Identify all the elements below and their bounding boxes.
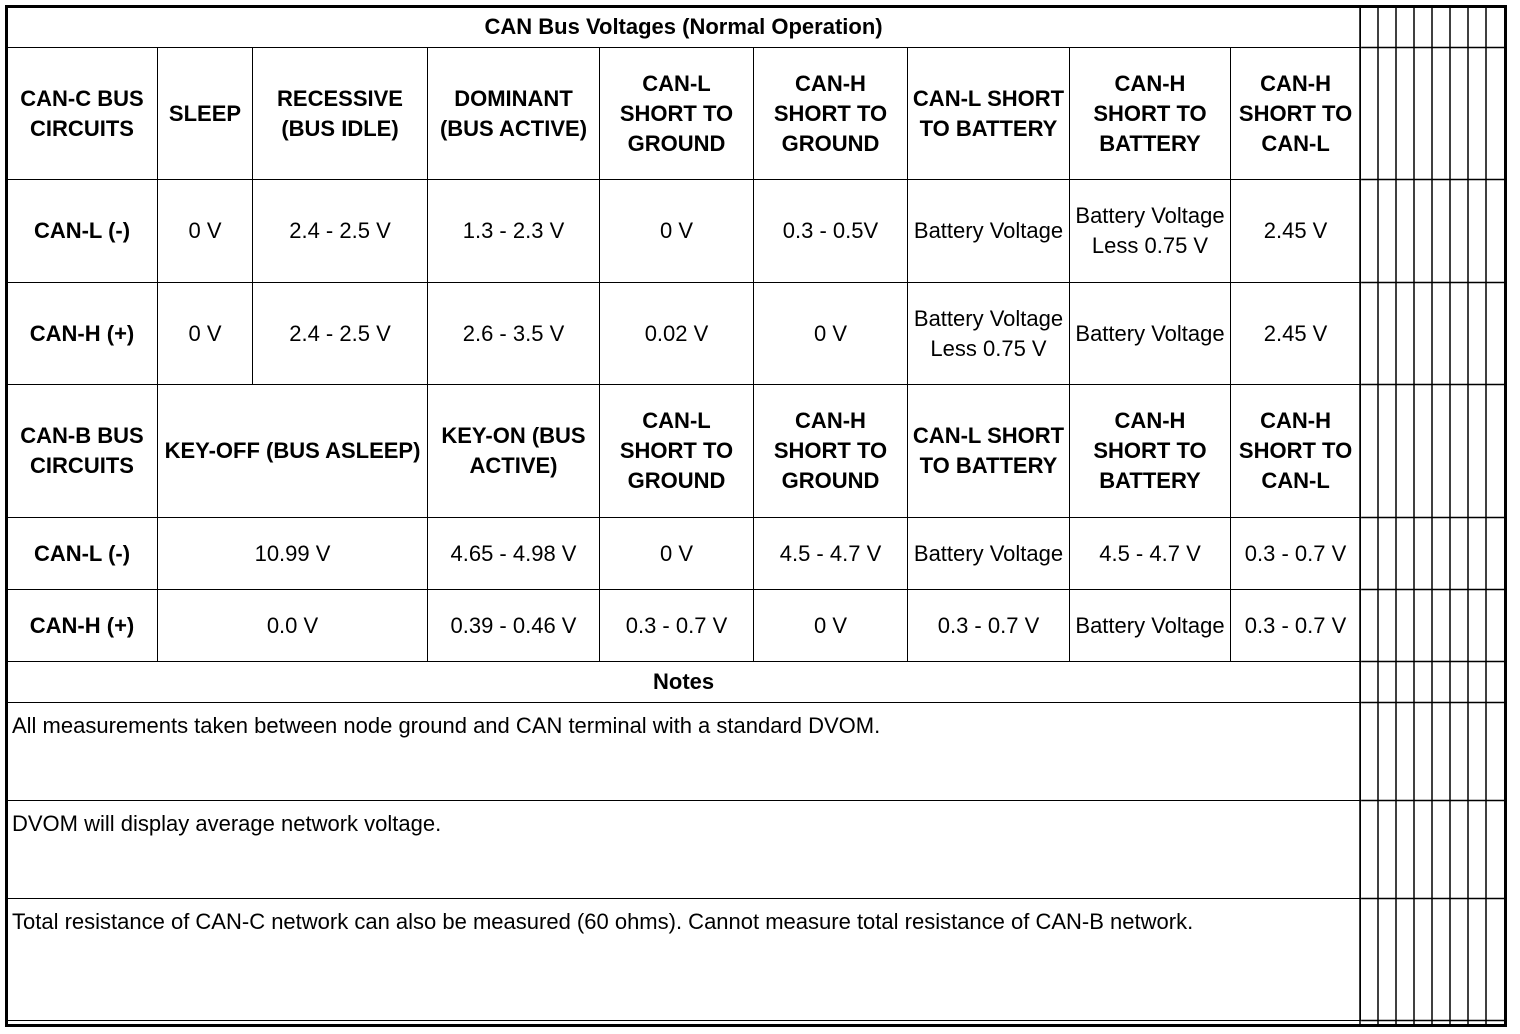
can-bus-voltage-table xyxy=(6,6,1361,1021)
can-b-header-canh-short-canl: CAN-H SHORT TO CAN-L xyxy=(1231,385,1361,518)
note-row xyxy=(7,899,1361,1021)
table-cell: 2.45 V xyxy=(1231,180,1361,283)
table-cell: 2.45 V xyxy=(1231,283,1361,385)
can-b-header-canh-short-ground: CAN-H SHORT TO GROUND xyxy=(754,385,908,518)
table-cell: 10.99 V xyxy=(158,518,428,590)
table-cell: 0 V xyxy=(158,180,253,283)
table-cell: 4.5 - 4.7 V xyxy=(754,518,908,590)
can-c-header-circuits: CAN-C BUS CIRCUITS xyxy=(7,48,158,180)
table-cell: Battery Voltage xyxy=(1070,590,1231,662)
table-row xyxy=(7,590,1361,662)
can-c-header-canh-short-battery: CAN-H SHORT TO BATTERY xyxy=(1070,48,1231,180)
row-label: CAN-H (+) xyxy=(7,590,158,662)
table-cell: Battery Voltage xyxy=(908,518,1070,590)
can-b-header-canh-short-battery: CAN-H SHORT TO BATTERY xyxy=(1070,385,1231,518)
note-text: All measurements taken between node ground and CAN terminal with a standard DVOM. xyxy=(7,703,1361,801)
table-cell: 0.39 - 0.46 V xyxy=(428,590,600,662)
table-cell: 4.65 - 4.98 V xyxy=(428,518,600,590)
table-row xyxy=(7,180,1361,283)
can-b-header-key-off: KEY-OFF (BUS ASLEEP) xyxy=(158,385,428,518)
table-cell: 0.3 - 0.7 V xyxy=(1231,590,1361,662)
can-c-header-canl-short-battery: CAN-L SHORT TO BATTERY xyxy=(908,48,1070,180)
table-cell: Battery Voltage xyxy=(908,180,1070,283)
can-c-header-canh-short-ground: CAN-H SHORT TO GROUND xyxy=(754,48,908,180)
table-cell: 0.3 - 0.7 V xyxy=(908,590,1070,662)
can-c-header-row xyxy=(7,48,1361,180)
row-label: CAN-H (+) xyxy=(7,283,158,385)
table-cell: 0.3 - 0.5V xyxy=(754,180,908,283)
table-cell: 2.4 - 2.5 V xyxy=(253,283,428,385)
notes-heading-row xyxy=(7,662,1361,703)
table-title: CAN Bus Voltages (Normal Operation) xyxy=(7,7,1361,48)
can-c-header-dominant: DOMINANT (BUS ACTIVE) xyxy=(428,48,600,180)
table-cell: 0 V xyxy=(600,180,754,283)
can-b-header-row xyxy=(7,385,1361,518)
table-cell: 0.3 - 0.7 V xyxy=(600,590,754,662)
table-cell: Battery Voltage Less 0.75 V xyxy=(908,283,1070,385)
can-c-header-sleep: SLEEP xyxy=(158,48,253,180)
table-row xyxy=(7,283,1361,385)
table-cell: 0.02 V xyxy=(600,283,754,385)
table-cell: 1.3 - 2.3 V xyxy=(428,180,600,283)
table-cell: 0 V xyxy=(754,590,908,662)
table-cell: 0.0 V xyxy=(158,590,428,662)
table-row xyxy=(7,518,1361,590)
table-cell: 0 V xyxy=(754,283,908,385)
table-cell: Battery Voltage Less 0.75 V xyxy=(1070,180,1231,283)
table-cell: 4.5 - 4.7 V xyxy=(1070,518,1231,590)
table-cell: Battery Voltage xyxy=(1070,283,1231,385)
notes-heading: Notes xyxy=(7,662,1361,703)
can-b-header-canl-short-battery: CAN-L SHORT TO BATTERY xyxy=(908,385,1070,518)
can-b-header-canl-short-ground: CAN-L SHORT TO GROUND xyxy=(600,385,754,518)
row-label: CAN-L (-) xyxy=(7,180,158,283)
can-b-header-key-on: KEY-ON (BUS ACTIVE) xyxy=(428,385,600,518)
table-cell: 2.4 - 2.5 V xyxy=(253,180,428,283)
note-row xyxy=(7,801,1361,899)
can-c-header-canh-short-canl: CAN-H SHORT TO CAN-L xyxy=(1231,48,1361,180)
table-cell: 0 V xyxy=(158,283,253,385)
table-cell: 0 V xyxy=(600,518,754,590)
can-b-header-circuits: CAN-B BUS CIRCUITS xyxy=(7,385,158,518)
can-c-header-recessive: RECESSIVE (BUS IDLE) xyxy=(253,48,428,180)
can-c-header-canl-short-ground: CAN-L SHORT TO GROUND xyxy=(600,48,754,180)
table-cell: 0.3 - 0.7 V xyxy=(1231,518,1361,590)
table-cell: 2.6 - 3.5 V xyxy=(428,283,600,385)
note-text: DVOM will display average network voltage. xyxy=(7,801,1361,899)
note-row xyxy=(7,703,1361,801)
table-title-row xyxy=(7,7,1361,48)
note-text: Total resistance of CAN-C network can also be measured (60 ohms). Cannot measure total resistance of CAN-B network. xyxy=(7,899,1361,1021)
row-label: CAN-L (-) xyxy=(7,518,158,590)
